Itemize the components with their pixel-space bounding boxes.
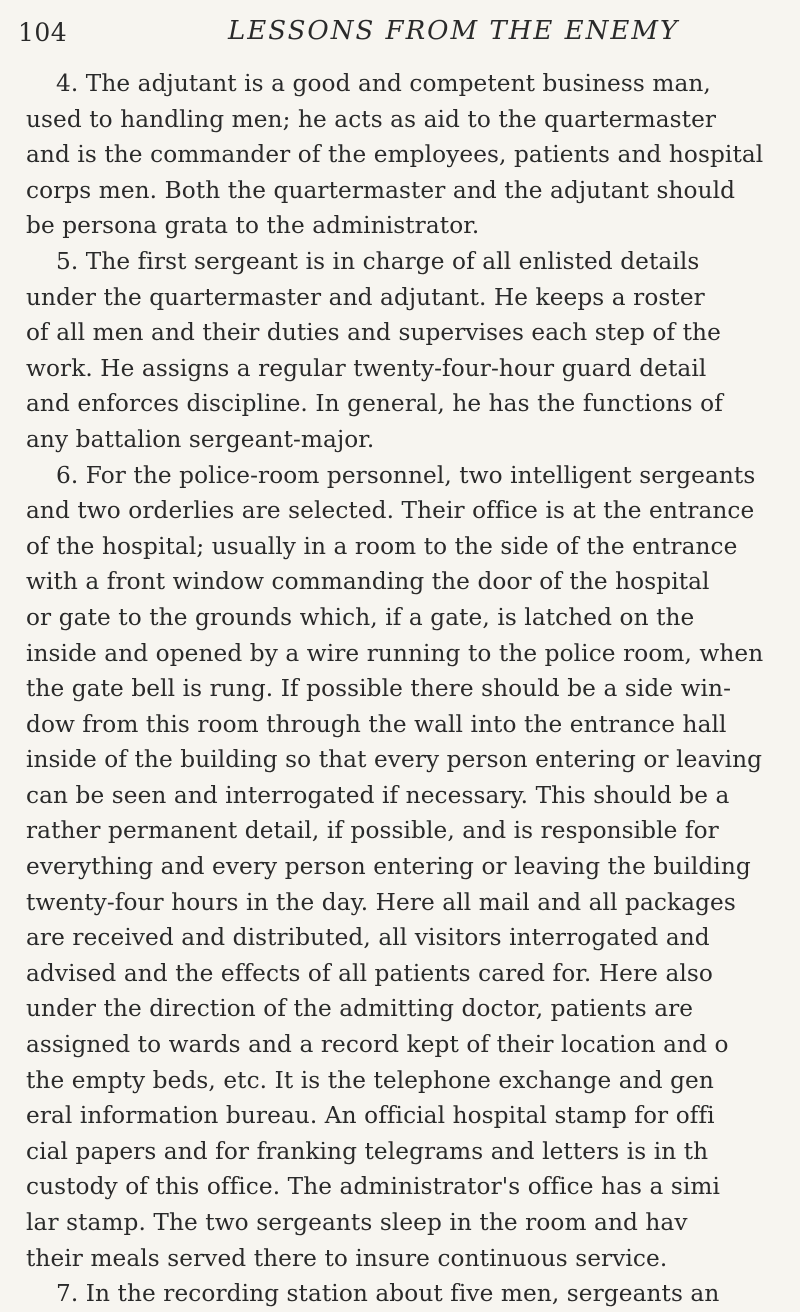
text-line: 5. The first sergeant is in charge of all enlisted details: [56, 247, 700, 275]
text-line: be persona grata to the administrator.: [26, 212, 480, 240]
text-line: inside and opened by a wire running to the police room, when: [26, 639, 764, 667]
text-line: the gate bell is rung. If possible there should be a side win-: [26, 675, 732, 703]
text-line: eral information bureau. An official hospital stamp for offi: [26, 1102, 715, 1130]
text-line: with a front window commanding the door of the hospital: [26, 568, 710, 596]
text-line: are received and distributed, all visitors interrogated and: [26, 924, 710, 952]
running-title: LESSONS FROM THE ENEMY: [228, 16, 680, 46]
text-line: used to handling men; he acts as aid to the quartermaster: [26, 105, 717, 133]
text-line: of all men and their duties and supervises each step of the: [26, 319, 721, 347]
text-line: 6. For the police-room personnel, two intelligent sergeants: [56, 461, 756, 489]
text-line: their meals served there to insure continuous service.: [26, 1244, 668, 1272]
text-line: the empty beds, etc. It is the telephone exchange and gen: [26, 1066, 714, 1094]
text-line: 4. The adjutant is a good and competent business man,: [56, 70, 711, 97]
text-line: under the direction of the admitting doctor, patients are: [26, 995, 694, 1023]
text-line: lar stamp. The two sergeants sleep in the room and hav: [26, 1209, 688, 1236]
text-line: cial papers and for franking telegrams and letters is in th: [26, 1137, 709, 1165]
page-header: [0, 8, 800, 48]
text-line: of the hospital; usually in a room to the side of the entrance: [26, 532, 738, 560]
text-line: corps men. Both the quartermaster and the adjutant should: [26, 176, 736, 204]
text-line: any battalion sergeant-major.: [26, 425, 375, 453]
text-line: or gate to the grounds which, if a gate, is latched on the: [26, 603, 695, 631]
text-line: assigned to wards and a record kept of their location and o: [26, 1031, 729, 1059]
text-line: inside of the building so that every person entering or leaving: [26, 746, 763, 774]
text-line: and enforces discipline. In general, he has the functions of: [26, 390, 723, 418]
text-line: and two orderlies are selected. Their office is at the entrance: [26, 497, 755, 525]
text-line: under the quartermaster and adjutant. He keeps a roster: [26, 283, 705, 311]
text-line: 7. In the recording station about five men, sergeants an: [56, 1280, 720, 1308]
text-line: rather permanent detail, if possible, and is responsible for: [26, 817, 719, 845]
text-line: everything and every person entering or leaving the building: [26, 853, 751, 881]
text-line: custody of this office. The administrator's office has a simi: [26, 1173, 720, 1201]
text-line: dow from this room through the wall into the entrance hall: [26, 710, 727, 738]
page-number: 104: [18, 18, 68, 47]
text-line: work. He assigns a regular twenty-four-hour guard detail: [26, 354, 707, 382]
text-line: advised and the effects of all patients cared for. Here also: [26, 959, 713, 987]
text-line: can be seen and interrogated if necessary. This should be a: [26, 781, 730, 809]
text-line: twenty-four hours in the day. Here all mail and all packages: [26, 888, 736, 916]
text-line: and is the commander of the employees, patients and hospital: [26, 141, 764, 169]
body-text: [26, 66, 792, 1312]
